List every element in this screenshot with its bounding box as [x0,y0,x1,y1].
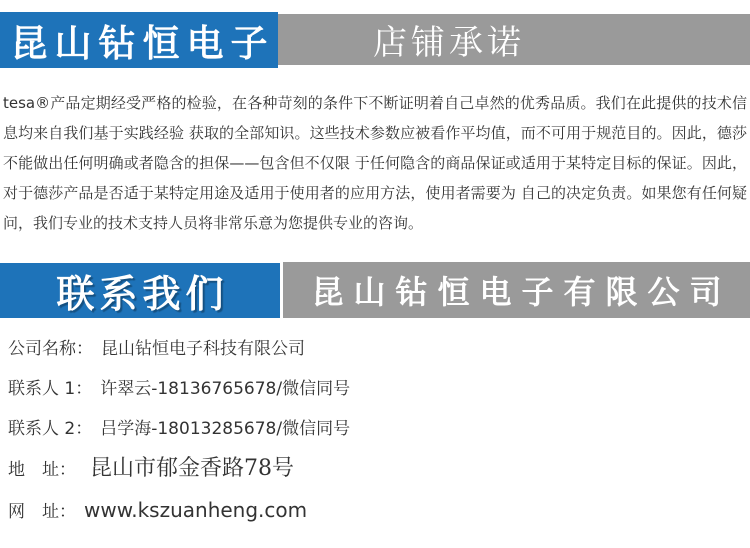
contact-person-1-value: 许翠云-18136765678/微信同号 [100,379,351,399]
address-row [8,456,750,483]
company-name-row [8,336,750,362]
website-label: 网 址： [8,502,76,522]
website-value: www.kszuanheng.com [84,498,308,522]
shop-name-banner: 昆山钻恒电子 [0,12,278,68]
top-banner-row [0,0,750,68]
contact-person-2-row [8,416,750,442]
promise-text: tesa®产品定期经受严格的检验，在各种苛刻的条件下不断证明着自己卓然的优秀品质。我们在此提供的技术信息均来自我们基于实践经验 获取的全部知识。这些技术参数应被看作平均值，而不可用于规范目的。因此，德莎不能做出任何明确或者隐含的担保——包含但不仅限 于任何隐含的商品保证或适用于某特定目标的保证。因此，对于德莎产品是否适于某特定用途及适用于使用者的应用方法，使用者需要为 自己的决定负责。如果您有任何疑问，我们专业的技术支持人员将非常乐意为您提供专业的咨询。 [3,94,747,232]
contact-banner-row [0,262,750,318]
contact-person-1-label: 联系人 1： [8,379,93,399]
address-label: 地 址： [8,460,76,480]
shop-promise-banner-title: 店铺承诺 [278,14,750,65]
address-value: 昆山市郁金香路78号 [90,456,294,481]
contact-person-1-row [8,376,750,402]
contact-us-banner-title: 联系我们 [0,263,280,318]
company-name-banner: 昆山钻恒电子有限公司 [283,262,750,318]
website-row [8,497,750,525]
contact-details [8,336,750,525]
company-name-value: 昆山钻恒电子科技有限公司 [101,339,305,359]
contact-person-2-label: 联系人 2： [8,419,93,439]
company-name-label: 公司名称： [8,339,93,359]
contact-person-2-value: 吕学海-18013285678/微信同号 [100,419,351,439]
